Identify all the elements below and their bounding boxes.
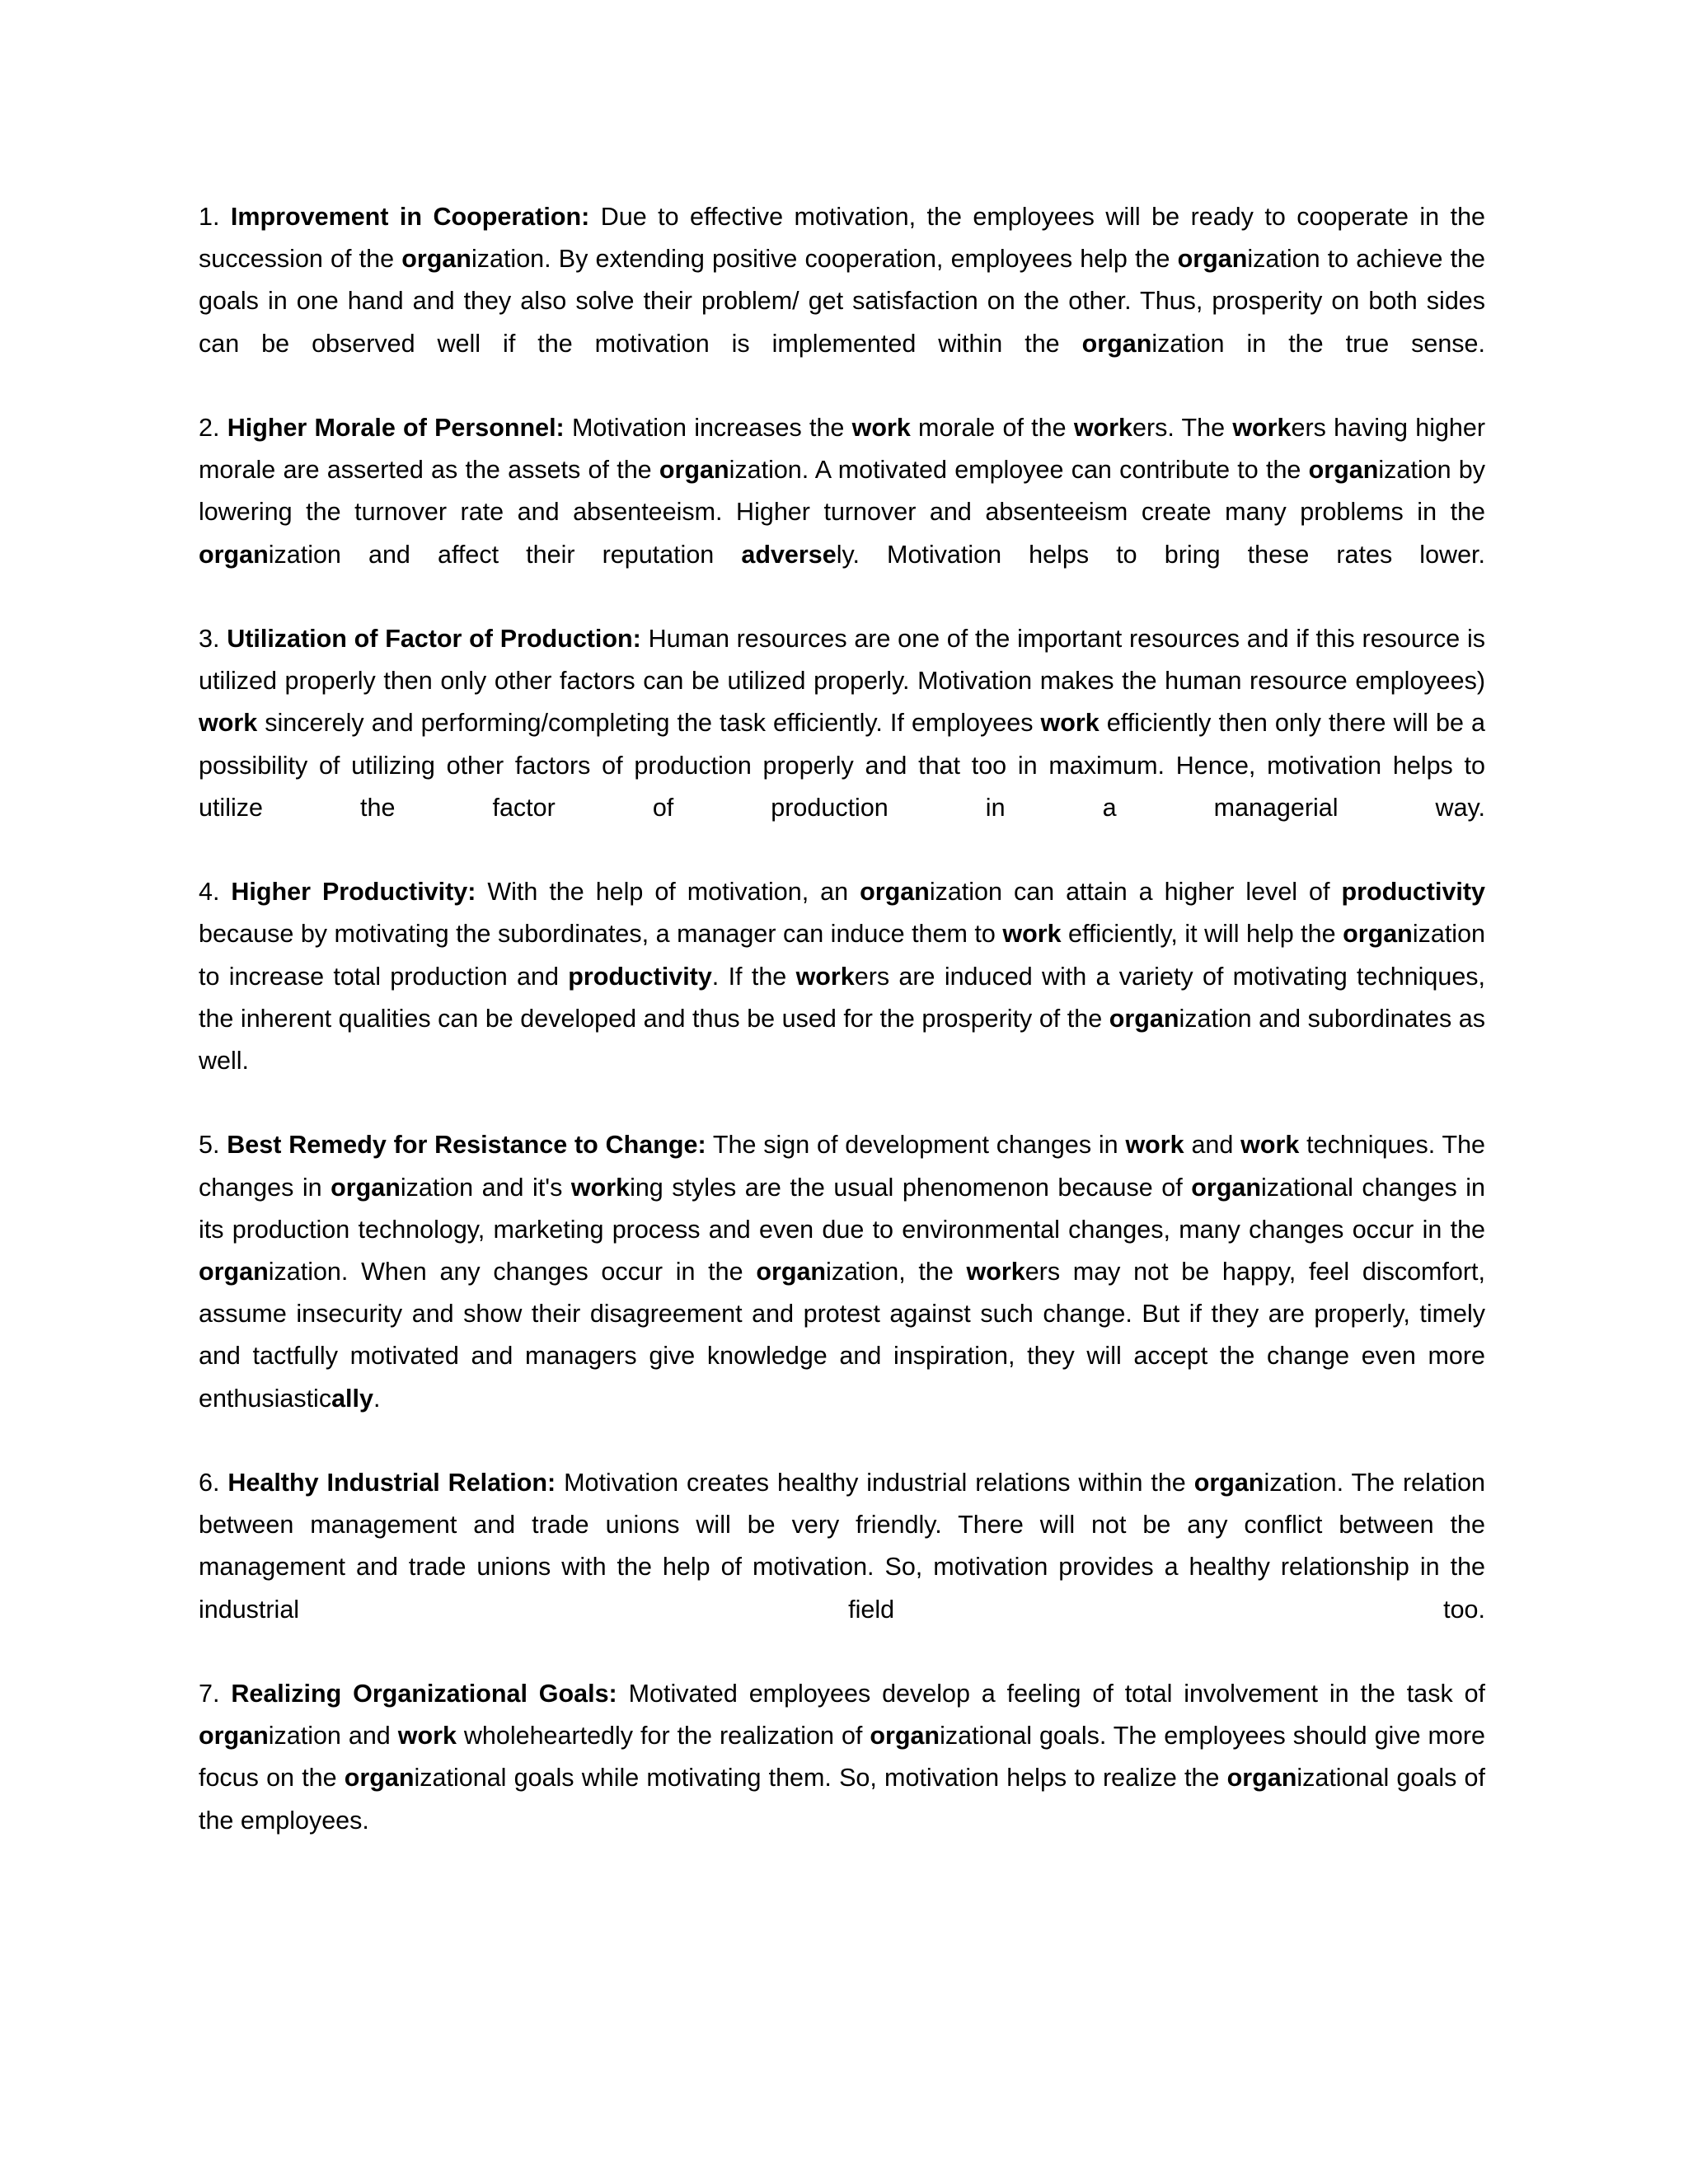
text-run: wholeheartedly for the realization of — [456, 1722, 870, 1750]
text-run: sincerely and performing/completing the task efficiently. If employees — [257, 709, 1041, 738]
text-run: The sign of development changes in — [706, 1131, 1126, 1160]
bold-text-run: work — [397, 1722, 457, 1750]
text-run: ing styles are the usual phenomenon because of — [630, 1173, 1192, 1202]
bold-text-run: work — [1073, 414, 1132, 442]
text-run: 2. — [199, 414, 227, 442]
bold-text-run: organ — [659, 456, 729, 485]
text-run: izational goals of the employees. — [199, 1764, 1485, 1835]
text-run: ization can attain a higher level of — [929, 878, 1342, 907]
bold-text-run: Best Remedy for Resistance to Change: — [227, 1131, 706, 1160]
text-run: morale of the — [910, 414, 1074, 442]
text-run: ization by lowering the turnover rate and absenteeism. Higher turnover and absenteeism create many problems in the — [199, 456, 1485, 527]
text-run: 3. — [199, 625, 227, 653]
bold-text-run: organ — [199, 540, 269, 569]
text-run: techniques. The changes in — [199, 1131, 1485, 1202]
paragraph-productivity — [199, 871, 1485, 1082]
bold-text-run: organ — [1308, 456, 1379, 485]
bold-text-run: work — [795, 962, 855, 991]
bold-text-run: productivity — [1341, 878, 1485, 907]
bold-text-run: Higher Morale of Personnel: — [227, 414, 565, 442]
text-run: because by motivating the subordinates, a manager can induce them to — [199, 920, 1003, 949]
text-run: ization in the true sense. — [1151, 329, 1485, 358]
bold-text-run: Higher Productivity: — [231, 878, 476, 907]
bold-text-run: productivity — [568, 962, 712, 991]
bold-text-run: organ — [1193, 1469, 1264, 1497]
text-run: . — [373, 1384, 381, 1413]
text-run: ization. A motivated employee can contribute to the — [729, 456, 1309, 485]
bold-text-run: organ — [331, 1173, 401, 1202]
text-run: izational changes in its production technology, marketing process and even due to environmental changes, many changes occur in the — [199, 1173, 1486, 1244]
bold-text-run: organ — [870, 1722, 940, 1750]
bold-text-run: work — [1240, 1131, 1300, 1160]
text-run: ers are induced with a variety of motivating techniques, the inherent qualities can be developed and thus be used for the prosperity of the — [199, 962, 1486, 1033]
bold-text-run: work — [570, 1173, 631, 1202]
bold-text-run: work — [1232, 414, 1292, 442]
bold-text-run: organ — [1177, 245, 1248, 274]
text-run: ers. The — [1132, 414, 1233, 442]
bold-text-run: ally — [331, 1384, 373, 1413]
bold-text-run: work — [1125, 1131, 1184, 1160]
text-run: and — [1184, 1131, 1241, 1160]
bold-text-run: organ — [1081, 329, 1152, 358]
text-run: ization and affect their reputation — [268, 540, 742, 569]
text-run: 7. — [199, 1680, 232, 1708]
text-run: efficiently, it will help the — [1061, 920, 1343, 949]
text-run: ization and — [268, 1722, 398, 1750]
bold-text-run: organ — [1226, 1764, 1297, 1793]
bold-text-run: organ — [401, 245, 471, 274]
paragraph-production-factor — [199, 618, 1485, 829]
text-run: Due to effective motivation, the employees will be ready to cooperate in the succession of the — [199, 203, 1485, 274]
text-run: Motivation creates healthy industrial relations within the — [556, 1469, 1194, 1497]
text-run: ization. By extending positive cooperation, employees help the — [471, 245, 1178, 274]
text-run: 5. — [199, 1131, 227, 1160]
bold-text-run: organ — [1109, 1004, 1179, 1033]
bold-text-run: adverse — [741, 540, 837, 569]
bold-text-run: work — [851, 414, 911, 442]
bold-text-run: organ — [344, 1764, 415, 1793]
text-run: Motivated employees develop a feeling of total involvement in the task of — [617, 1680, 1486, 1708]
bold-text-run: Realizing Organizational Goals: — [231, 1680, 617, 1708]
bold-text-run: work — [966, 1258, 1025, 1286]
text-run: izational goals. The employees should give more focus on the — [199, 1722, 1485, 1793]
paragraph-industrial-relation — [199, 1462, 1485, 1631]
bold-text-run: work — [199, 709, 258, 738]
text-run: ly. Motivation helps to bring these rates lower. — [836, 540, 1485, 569]
text-run: ization to increase total production and — [199, 920, 1485, 991]
text-run: 1. — [199, 203, 231, 231]
bold-text-run: organ — [199, 1258, 269, 1286]
bold-text-run: Healthy Industrial Relation: — [227, 1469, 556, 1497]
text-run: Motivation increases the — [564, 414, 852, 442]
text-run: izational goals while motivating them. So, motivation helps to realize the — [414, 1764, 1227, 1793]
text-run: Human resources are one of the important resources and if this resource is utilized properly then only other factors can be utilized properly. Motivation makes the human resource employees) — [199, 625, 1485, 696]
text-run: ization and it's — [400, 1173, 571, 1202]
bold-text-run: Utilization of Factor of Production: — [227, 625, 641, 653]
bold-text-run: work — [1002, 920, 1062, 949]
text-run: ization. When any changes occur in the — [268, 1258, 757, 1286]
document-body — [199, 196, 1485, 1884]
text-run: ization and subordinates as well. — [199, 1004, 1485, 1076]
text-run: ers having higher morale are asserted as the assets of the — [199, 414, 1486, 485]
text-run: ers may not be happy, feel discomfort, assume insecurity and show their disagreement and protest against such change. But if they are properly, timely and tactfully motivated and managers give knowledge and inspiration, they will accept the change even more enthusiastic — [199, 1258, 1485, 1413]
text-run: efficiently then only there will be a possibility of utilizing other factors of production properly and that too in maximum. Hence, motivation helps to utilize the factor of production in a managerial way. — [199, 709, 1485, 822]
bold-text-run: organ — [756, 1258, 827, 1286]
bold-text-run: organ — [1343, 920, 1413, 949]
text-run: ization. The relation between management and trade unions will be very friendly. There will not be any conflict between the management and trade unions with the help of motivation. So, motivation provides a healthy relationship in the industrial field too. — [199, 1469, 1485, 1624]
paragraph-organizational-goals — [199, 1673, 1485, 1842]
bold-text-run: organ — [1191, 1173, 1261, 1202]
text-run: 6. — [199, 1469, 228, 1497]
paragraph-morale — [199, 407, 1485, 576]
text-run: ization to achieve the goals in one hand and they also solve their problem/ get satisfaction on the other. Thus, prosperity on both sides can be observed well if the motivation is implemented within the — [199, 245, 1485, 358]
bold-text-run: work — [1040, 709, 1100, 738]
bold-text-run: organ — [860, 878, 930, 907]
text-run: . If the — [711, 962, 796, 991]
text-run: 4. — [199, 878, 232, 907]
paragraph-cooperation — [199, 196, 1485, 365]
text-run: ization, the — [826, 1258, 967, 1286]
paragraph-resistance-to-change — [199, 1124, 1485, 1419]
bold-text-run: Improvement in Cooperation: — [230, 203, 590, 231]
bold-text-run: organ — [199, 1722, 269, 1750]
text-run: With the help of motivation, an — [476, 878, 860, 907]
